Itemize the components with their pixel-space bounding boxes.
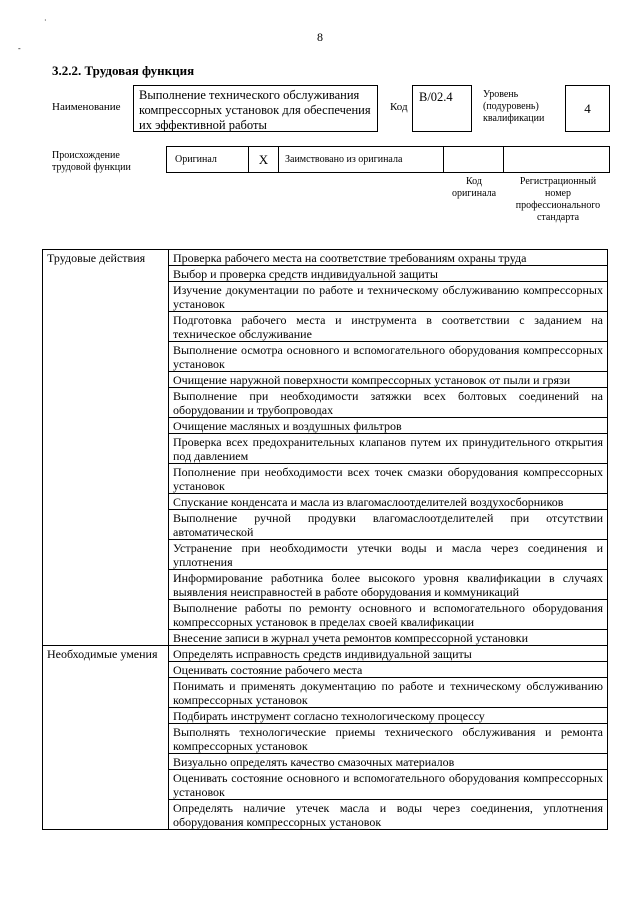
table-cell: Выполнение осмотра основного и вспомогательного оборудования компрессорных установок xyxy=(169,342,608,372)
table-cell: Устранение при необходимости утечки воды и масла через соединения и уплотнения xyxy=(169,540,608,570)
table-cell: Выполнение ручной продувки влагомаслоотделителей при отсутствии автоматической xyxy=(169,510,608,540)
table-cell: Изучение документации по работе и техническому обслуживанию компрессорных установок xyxy=(169,282,608,312)
table-cell: Оценивать состояние основного и вспомогательного оборудования компрессорных установок xyxy=(169,770,608,800)
original-label: Оригинал xyxy=(175,154,217,165)
original-mark: X xyxy=(258,151,269,167)
table-cell: Очищение наружной поверхности компрессорных установок от пыли и грязи xyxy=(169,372,608,388)
table-cell: Понимать и применять документацию по работе и техническому обслуживанию компрессорных установок xyxy=(169,678,608,708)
table-cell: Проверка рабочего места на соответствие требованиям охраны труда xyxy=(169,250,608,266)
code-original-cell xyxy=(444,147,504,172)
origin-table xyxy=(166,146,610,173)
table-cell: Выполнение работы по ремонту основного и вспомогательного оборудования компрессорных установок в пределах своей квалификации xyxy=(169,600,608,630)
table-cell: Подготовка рабочего места и инструмента в соответствии с заданием на техническое обслуживание xyxy=(169,312,608,342)
section-title: 3.2.2. Трудовая функция xyxy=(52,63,195,78)
reg-number-cell xyxy=(504,147,609,172)
functions-table xyxy=(42,249,608,830)
table-cell: Спускание конденсата и масла из влагомаслоотделителей воздухосборников xyxy=(169,494,608,510)
table-cell: Внесение записи в журнал учета ремонтов компрессорной установки xyxy=(169,630,608,646)
origin-label: Происхождение трудовой функции xyxy=(52,150,131,173)
level-box xyxy=(565,85,610,132)
reg-number-label: Регистрационный номер профессионального стандарта xyxy=(515,176,601,223)
level-label: Уровень (подуровень) квалификации xyxy=(483,89,545,124)
borrowed-label: Заимствовано из оригинала xyxy=(285,154,403,165)
table-cell: Проверка всех предохранительных клапанов путем их принудительного открытия под давлением xyxy=(169,434,608,464)
code-original-label: Код оригинала xyxy=(451,176,497,199)
table-cell: Информирование работника более высокого уровня квалификации в случаях выявления неисправностей в работе оборудования и коммуникаций xyxy=(169,570,608,600)
table-cell: Пополнение при необходимости всех точек смазки оборудования компрессорных установок xyxy=(169,464,608,494)
table-cell: Визуально определять качество смазочных материалов xyxy=(169,754,608,770)
required-skills-section xyxy=(43,646,608,830)
page-number: 8 xyxy=(317,30,323,44)
category-cell: Необходимые умения xyxy=(43,646,169,830)
level-value: 4 xyxy=(584,100,591,116)
borrowed-cell xyxy=(279,147,444,172)
scan-mark: - xyxy=(18,44,21,53)
table-row xyxy=(43,250,608,266)
table-cell: Подбирать инструмент согласно технологическому процессу xyxy=(169,708,608,724)
table-cell: Выбор и проверка средств индивидуальной защиты xyxy=(169,266,608,282)
code-box xyxy=(412,85,472,132)
name-label: Наименование xyxy=(52,101,121,113)
table-cell: Определять исправность средств индивидуальной защиты xyxy=(169,646,608,662)
function-name-box xyxy=(133,85,378,132)
table-cell: Очищение масляных и воздушных фильтров xyxy=(169,418,608,434)
table-cell: Определять наличие утечек масла и воды через соединения, уплотнения оборудования компрессорных установок xyxy=(169,800,608,830)
code-value: B/02.4 xyxy=(419,90,453,104)
table-row xyxy=(43,646,608,662)
labor-actions-section xyxy=(43,250,608,646)
code-label: Код xyxy=(390,101,408,113)
category-cell: Трудовые действия xyxy=(43,250,169,646)
original-cell xyxy=(167,147,249,172)
scan-mark: · xyxy=(44,16,47,25)
table-cell: Оценивать состояние рабочего места xyxy=(169,662,608,678)
table-cell: Выполнять технологические приемы технического обслуживания и ремонта компрессорных установок xyxy=(169,724,608,754)
table-cell: Выполнение при необходимости затяжки всех болтовых соединений на оборудовании и трубопроводах xyxy=(169,388,608,418)
original-mark-cell xyxy=(249,147,279,172)
function-name: Выполнение технического обслуживания компрессорных установок для обеспечения их эффективной работы xyxy=(139,88,371,132)
